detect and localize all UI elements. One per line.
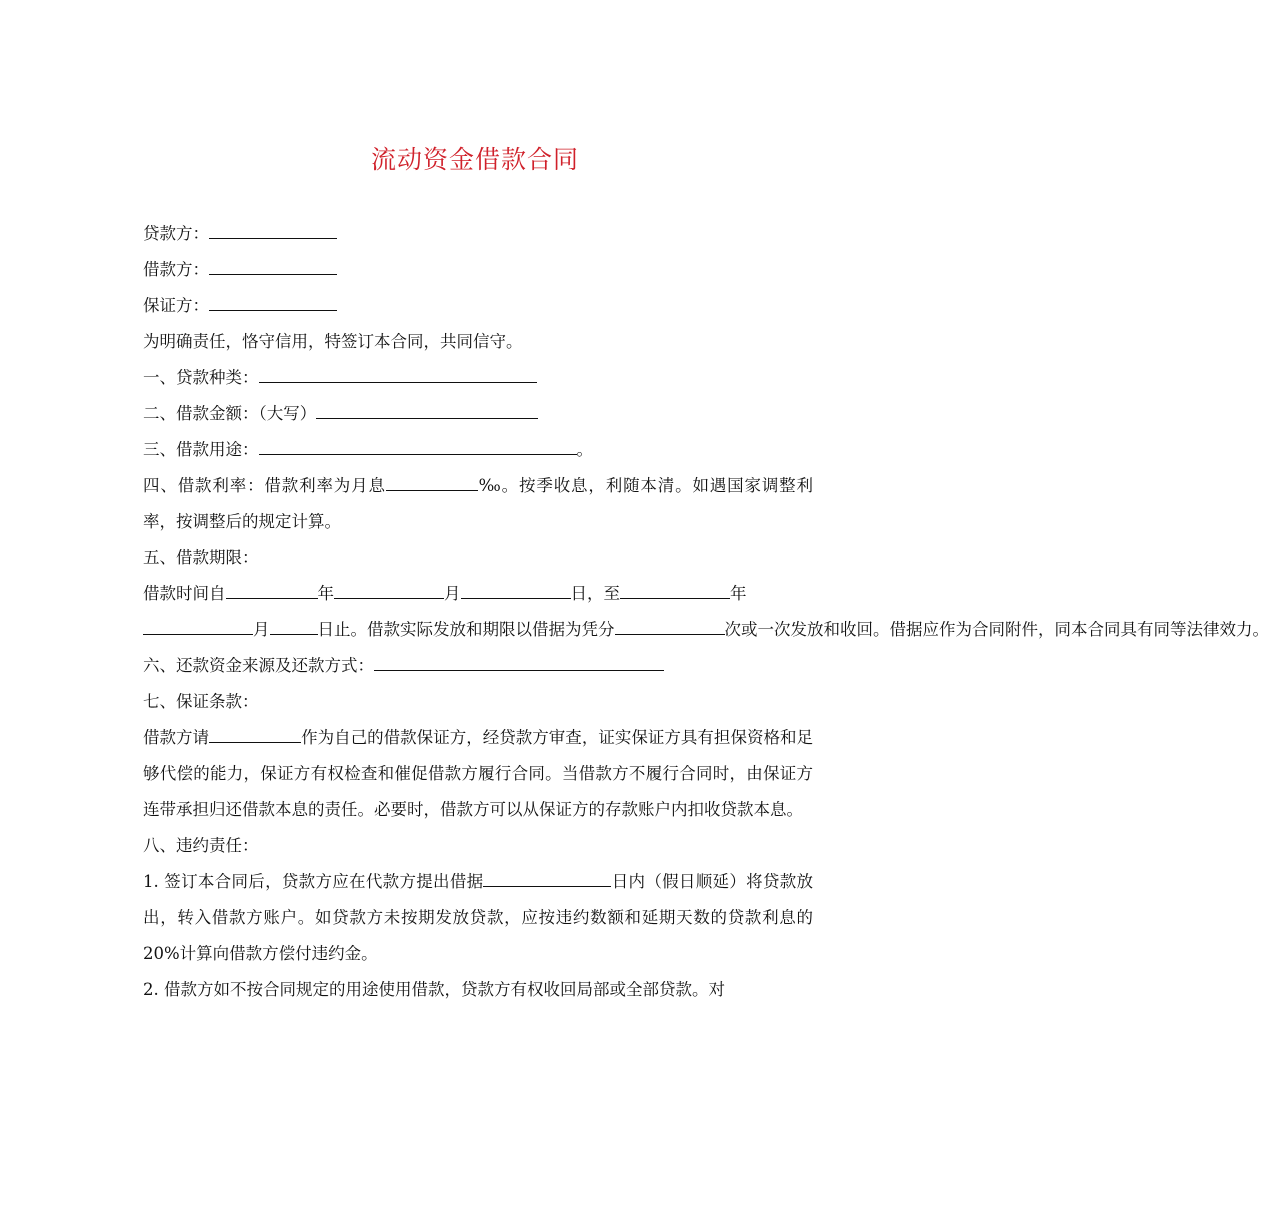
borrower-blank [209,260,337,275]
disbursement-days-blank [483,872,611,887]
section-7-label: 七、保证条款： [143,692,259,711]
section-2 [143,396,813,432]
lender-line [143,216,813,252]
start-year-label: 年 [317,584,334,603]
section-5-line-2 [143,612,1269,648]
section-4-text-a: 四、借款利率：借款利率为月息 [143,476,386,495]
end-year-label: 年 [730,584,747,603]
guarantor-line [143,288,813,324]
loan-type-blank [259,368,537,383]
section-8-1-text-b: 日内（假日顺延）将贷款放出，转入借款方账户。如贷款方未按期发放贷款，应按违约数额和延期天数的贷款利息的20%计算向借款方偿付违约金。 [143,872,813,963]
installments-blank [615,620,725,635]
section-8-1-text-a: 1. 签订本合同后，贷款方应在代款方提出借据 [143,872,484,891]
section-8-label: 八、违约责任： [143,836,259,855]
section-8-item-1 [143,864,813,972]
loan-purpose-blank [259,440,577,455]
interest-rate-blank [386,476,478,491]
section-7-text-a: 借款方请 [143,728,210,747]
section-7-text-b: 作为自己的借款保证方，经贷款方审查，证实保证方具有担保资格和足够代偿的能力，保证方有权检查和催促借款方履行合同。当借款方不履行合同时，由保证方连带承担归还借款本息的责任。必要时，借款方可以从保证方的存款账户内扣收贷款本息。 [143,728,814,819]
lender-label: 贷款方： [143,224,209,243]
end-month-label: 月 [253,620,270,639]
section-6 [143,648,813,684]
start-day-label: 日，至 [570,584,620,603]
guarantor-blank [209,296,337,311]
preamble: 为明确责任，恪守信用，特签订本合同，共同信守。 [143,332,523,351]
end-month-blank [143,620,253,635]
section-3-end: 。 [576,440,593,459]
section-5-text-c: 次或一次发放和收回。借据应作为合同附件，同本合同具有同等法律效力。 [724,620,1269,639]
section-4-text-b: ‰。按季收息，利随本清。如遇国家调整利率，按调整后的规定计算。 [143,476,814,531]
end-day-blank [270,620,318,635]
lender-blank [209,224,337,239]
section-4 [143,468,813,540]
guarantor-label: 保证方： [143,296,209,315]
borrower-label: 借款方： [143,260,209,279]
section-8-item-2: 2. 借款方如不按合同规定的用途使用借款，贷款方有权收回局部或全部贷款。对 [143,980,725,999]
section-2-label: 二、借款金额：（大写） [143,404,317,423]
section-5-line-1 [143,576,813,612]
section-1-label: 一、贷款种类： [143,368,259,387]
loan-amount-blank [316,404,538,419]
end-year-blank [620,584,730,599]
start-day-blank [461,584,571,599]
page-title: 流动资金借款合同 [370,145,579,174]
section-6-label: 六、还款资金来源及还款方式： [143,656,374,675]
section-1 [143,360,813,396]
start-year-blank [226,584,318,599]
section-3-label: 三、借款用途： [143,440,259,459]
contract-body [143,216,1269,1008]
section-7-text [143,720,813,828]
section-3 [143,432,813,468]
repayment-blank [374,656,664,671]
borrower-line [143,252,813,288]
start-month-blank [334,584,444,599]
section-5-text-b: 日止。借款实际发放和期限以借据为凭分 [317,620,615,639]
start-month-label: 月 [444,584,461,603]
guarantor-name-blank [209,728,301,743]
section-5-label: 五、借款期限： [143,548,259,567]
section-5-text-a: 借款时间自 [143,584,226,603]
